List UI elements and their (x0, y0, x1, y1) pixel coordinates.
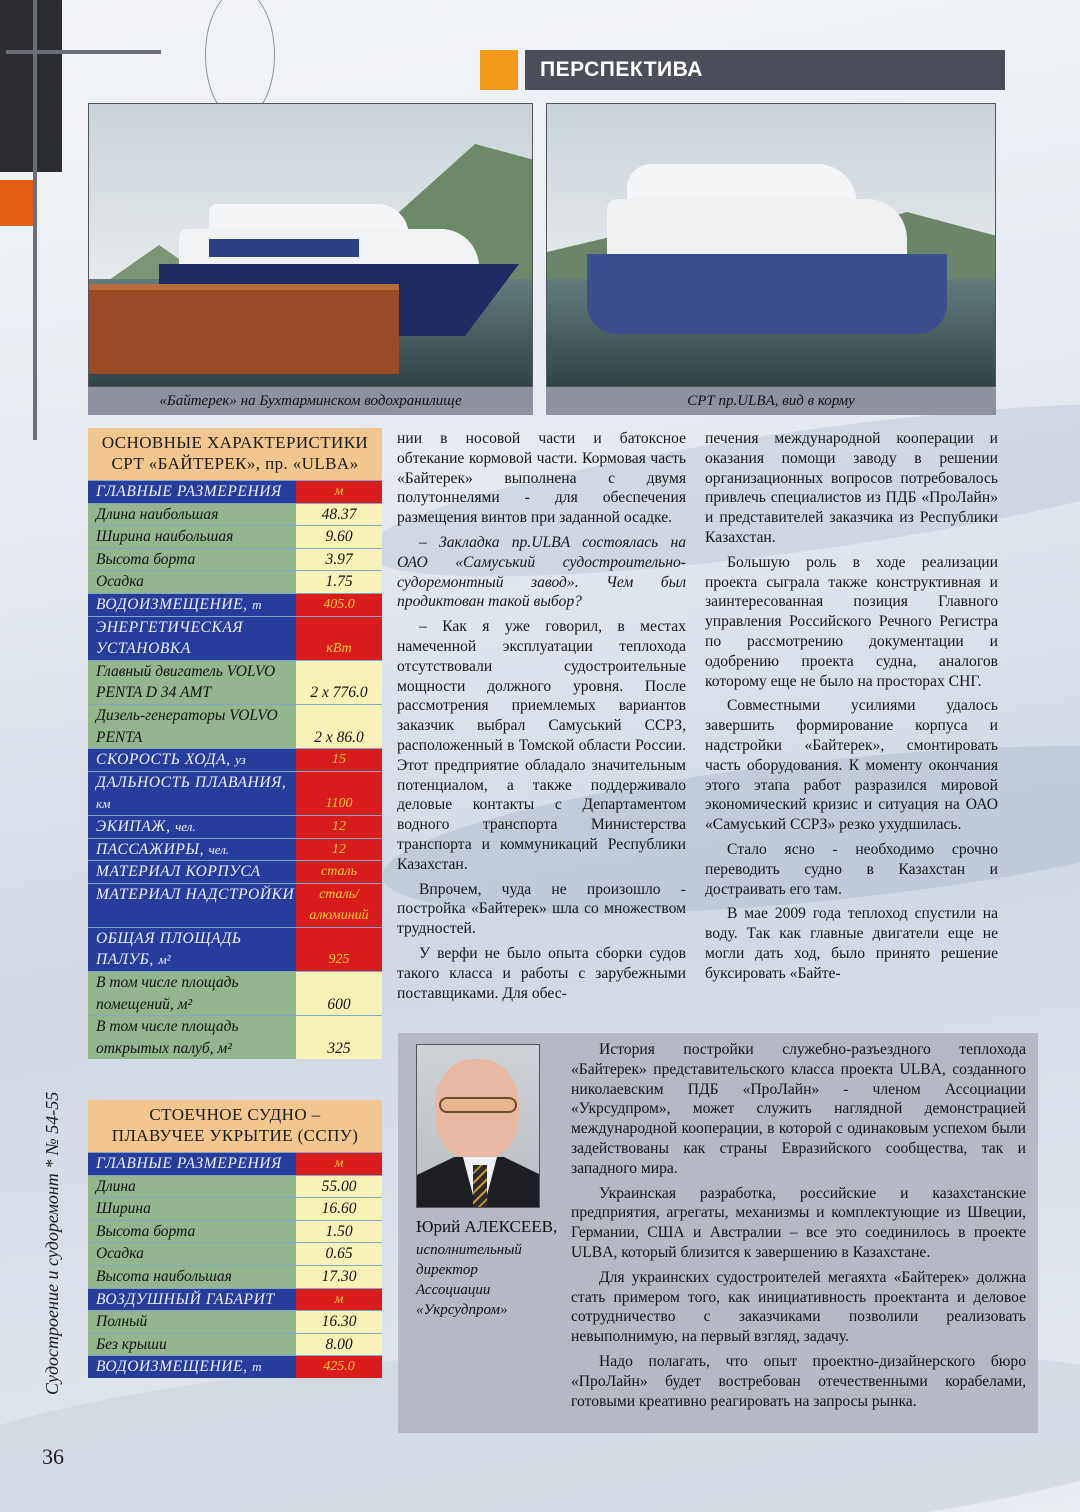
spec-label: Ширина наибольшая (88, 526, 296, 548)
portrait-photo (416, 1044, 540, 1208)
spec-label: Высота борта (88, 549, 296, 571)
spec-value: кВт (296, 617, 382, 660)
spec-item-row (88, 1265, 382, 1288)
spec-item-row (88, 570, 382, 593)
spec-category-row (88, 748, 382, 771)
spec-label: Полный (88, 1311, 296, 1333)
spec-unit: т (252, 596, 262, 612)
spec-label: ВОДОИЗМЕЩЕНИЕ, т (88, 1356, 296, 1378)
spec-category-row (88, 1152, 382, 1175)
spec-category-row (88, 616, 382, 660)
article-paragraph: Совместными усилиями удалось завершить формирование корпуса и надстройки «Байтерек», смонтировать часть оборудования. К моменту окончания этого этапа работ разразился мировой экономический кризис и ситуация на ОАО «Самуський ССРЗ» резко ухудшилась. (705, 697, 998, 834)
spec-category-row (88, 1288, 382, 1311)
interview-question: – Закладка пр.ULBA состоялась на ОАО «Самуський судостроительно-судоремонтный завод». Чем был продиктован такой выбор? (397, 533, 686, 611)
spec-table-title: ОСНОВНЫЕ ХАРАКТЕРИСТИКИ СРТ «БАЙТЕРЕК», пр. «ULBA» (88, 428, 382, 480)
decorative-arc (205, 0, 275, 120)
spec-value: 12 (296, 816, 382, 838)
spec-label: Длина наибольшая (88, 504, 296, 526)
spec-category-row (88, 927, 382, 971)
spec-label: Высота борта (88, 1221, 296, 1243)
spec-value: м (296, 481, 382, 503)
spec-label: СКОРОСТЬ ХОДА, уз (88, 749, 296, 771)
spec-value: 1.50 (296, 1221, 382, 1243)
article-paragraph: печения международной кооперации и оказания помощи заводу в решении организационных вопросов потребовалось привлечь специалистов из ПДБ «ПроЛайн» и представителей заказчика из Республики Казахстан. (705, 430, 998, 546)
person-name: Юрий АЛЕКСЕЕВ, (416, 1217, 558, 1236)
spec-value: сталь/ алюминий (296, 884, 382, 927)
spec-label: Высота наибольшая (88, 1266, 296, 1288)
spec-value: 3.97 (296, 549, 382, 571)
spec-label: Осадка (88, 1243, 296, 1265)
spec-category-row (88, 771, 382, 815)
spec-label: МАТЕРИАЛ НАДСТРОЙКИ (88, 884, 296, 927)
spec-category-row (88, 883, 382, 927)
spec-value: 55.00 (296, 1176, 382, 1198)
quote-text: История постройки служебно-разъездного теплохода «Байтерек» представительского класса проекта ULBA, созданного николаевским ПДБ «ПроЛайн» - членом Ассоциации «Укрсудпром», может служить наглядной демонстрацией международной кооперации, в которой с одинаковым успехом были задействованы как страны Евразийского сообщества, так и западного мира. Украинская разработка, российские и казахстанские предприятия, агрегаты, механизмы и комплектующие из Швеции, Германии, США и Австралии – все это соединилось в проекте ULBA, который близится к завершению в Казахстане. Для украинских судостроителей мегаяхта «Байтерек» должна стать примером того, как инициативность проектанта и деловое сотрудничество с заказчиками позволили реализовать невыполнимую, на первый взгляд, задачу. Надо полагать, что опыт проектно-дизайнерского бюро «ПроЛайн» будет востребован отечественными корабелами, готовыми креативно реагировать на запросы рынка. (571, 1041, 1026, 1410)
spec-value: 15 (296, 749, 382, 771)
spec-value: 8.00 (296, 1334, 382, 1356)
spec-table-title: СТОЕЧНОЕ СУДНО – ПЛАВУЧЕЕ УКРЫТИЕ (ССПУ) (88, 1100, 382, 1152)
spec-value: 1100 (296, 772, 382, 815)
spec-label: ПАССАЖИРЫ, чел. (88, 839, 296, 861)
section-title: ПЕРСПЕКТИВА (540, 58, 703, 81)
spec-item-row (88, 660, 382, 704)
spec-item-row (88, 525, 382, 548)
article-paragraph: нии в носовой части и батоксное обтекание кормовой части. Кормовая часть «Байтерек» выполнена с двумя полутоннелями - для обеспечения размещения винтов при заданной осадке. (397, 430, 686, 527)
spec-unit: чел. (175, 818, 196, 834)
spec-item-row (88, 1310, 382, 1333)
spec-category-row (88, 480, 382, 503)
decorative-orange-block (0, 180, 33, 226)
spec-value: 2 х 86.0 (296, 705, 382, 748)
spec-table-baiterek (88, 428, 382, 1059)
spec-label: В том числе площадь открытых палуб, м² (88, 1016, 296, 1059)
spec-label: ГЛАВНЫЕ РАЗМЕРЕНИЯ (88, 481, 296, 503)
spec-value: 925 (296, 928, 382, 971)
spec-value: 425.0 (296, 1356, 382, 1378)
spec-label: В том числе площадь помещений, м² (88, 972, 296, 1015)
photo-caption: СРТ пр.ULBA, вид в корму (546, 387, 996, 415)
spec-category-row (88, 593, 382, 616)
spec-label: ГЛАВНЫЕ РАЗМЕРЕНИЯ (88, 1153, 296, 1175)
spec-value: 16.60 (296, 1198, 382, 1220)
spec-label: ВОЗДУШНЫЙ ГАБАРИТ (88, 1289, 296, 1311)
spec-value: 405.0 (296, 594, 382, 616)
spec-label: ОБЩАЯ ПЛОЩАДЬ ПАЛУБ, м² (88, 928, 296, 971)
decorative-horizontal-line (6, 50, 161, 54)
page-number: 36 (42, 1444, 64, 1469)
spec-unit: чел. (208, 841, 230, 857)
article-column-2 (705, 429, 998, 989)
spec-item-row (88, 1175, 382, 1198)
section-accent-square (480, 50, 518, 90)
journal-title: Судостроение и судоремонт * № 54-55 (42, 1091, 62, 1395)
article-paragraph: Впрочем, чуда не произошло - постройка «Байтерек» шла со множеством трудностей. (397, 880, 686, 938)
spec-label: Главный двигатель VOLVO PENTA D 34 AMT (88, 661, 296, 704)
spec-item-row (88, 1333, 382, 1356)
spec-value: 2 х 776.0 (296, 661, 382, 704)
spec-label: МАТЕРИАЛ КОРПУСА (88, 861, 296, 883)
spec-table-sspu (88, 1100, 382, 1378)
decorative-dark-block (0, 0, 62, 172)
spec-unit: км (96, 796, 111, 812)
spec-value: 600 (296, 972, 382, 1015)
decorative-vertical-line (33, 0, 37, 440)
spec-value: сталь (296, 861, 382, 883)
spec-value: 12 (296, 839, 382, 861)
spec-category-row (88, 860, 382, 883)
spec-category-row (88, 1355, 382, 1378)
spec-unit: т (252, 1359, 262, 1375)
spec-label: ЭКИПАЖ, чел. (88, 816, 296, 838)
spec-label: Без крыши (88, 1334, 296, 1356)
spec-item-row (88, 704, 382, 748)
spec-label: Осадка (88, 571, 296, 593)
spec-value: 0.65 (296, 1243, 382, 1265)
spec-value: 48.37 (296, 504, 382, 526)
spec-unit: уз (235, 752, 246, 768)
spec-value: 16.30 (296, 1311, 382, 1333)
spec-item-row (88, 1015, 382, 1059)
person-role: исполнительный директор Ассоциации «Укрсудпром» (416, 1242, 522, 1318)
spec-label: ЭНЕРГЕТИЧЕСКАЯ УСТАНОВКА (88, 617, 296, 660)
spec-item-row (88, 971, 382, 1015)
spec-value: м (296, 1153, 382, 1175)
spec-unit: м² (158, 952, 171, 968)
spec-item-row (88, 503, 382, 526)
spec-label: Дизель-генераторы VOLVO PENTA (88, 705, 296, 748)
spec-category-row (88, 838, 382, 861)
spec-label: Ширина (88, 1198, 296, 1220)
spec-value: 1.75 (296, 571, 382, 593)
article-paragraph: Стало ясно - необходимо срочно переводить судно в Казахстан и достраивать его там. (705, 840, 998, 898)
spec-label: ДАЛЬНОСТЬ ПЛАВАНИЯ, км (88, 772, 296, 815)
spec-item-row (88, 1197, 382, 1220)
article-column-1 (397, 429, 686, 1008)
spec-item-row (88, 1220, 382, 1243)
photo-yacht-launch (88, 103, 533, 387)
article-paragraph: Большую роль в ходе реализации проекта сыграла также конструктивная и заинтересованная позиция Главного управления Российского Речного Регистра по рассмотрению документации и одобрению проекта судна, аналогов которому еще не было на просторах СНГ. (705, 553, 998, 690)
photo-caption: «Байтерек» на Бухтарминском водохранилище (88, 387, 533, 415)
photo-yacht-stern-view (546, 103, 996, 387)
spec-item-row (88, 548, 382, 571)
spec-value: 9.60 (296, 526, 382, 548)
article-paragraph: – Как я уже говорил, в местах намеченной эксплуатации теплохода отсутствовали судостроительные мощности должного уровня. После рассмотрения приемлемых вариантов заказчик выбрал Самуський ССРЗ, расположенный в Томской области России. Этот предприятие обладало значительным потенциалом, а также поддерживало деловые контакты с Департаментом водного транспорта Министерства транспорта и коммуникаций Республики Казахстан. (397, 618, 686, 873)
spec-value: 325 (296, 1016, 382, 1059)
spec-value: 17.30 (296, 1266, 382, 1288)
spec-category-row (88, 815, 382, 838)
article-paragraph: В мае 2009 года теплоход спустили на воду. Так как главные двигатели еще не могли дать ход, было принято решение буксировать «Байте- (705, 905, 998, 982)
article-paragraph: У верфи не было опыта сборки судов такого класса и работы с зарубежными поставщиками. Для обес- (397, 944, 686, 1002)
spec-label: ВОДОИЗМЕЩЕНИЕ, т (88, 594, 296, 616)
spec-value: м (296, 1289, 382, 1311)
spec-label: Длина (88, 1176, 296, 1198)
spec-item-row (88, 1242, 382, 1265)
